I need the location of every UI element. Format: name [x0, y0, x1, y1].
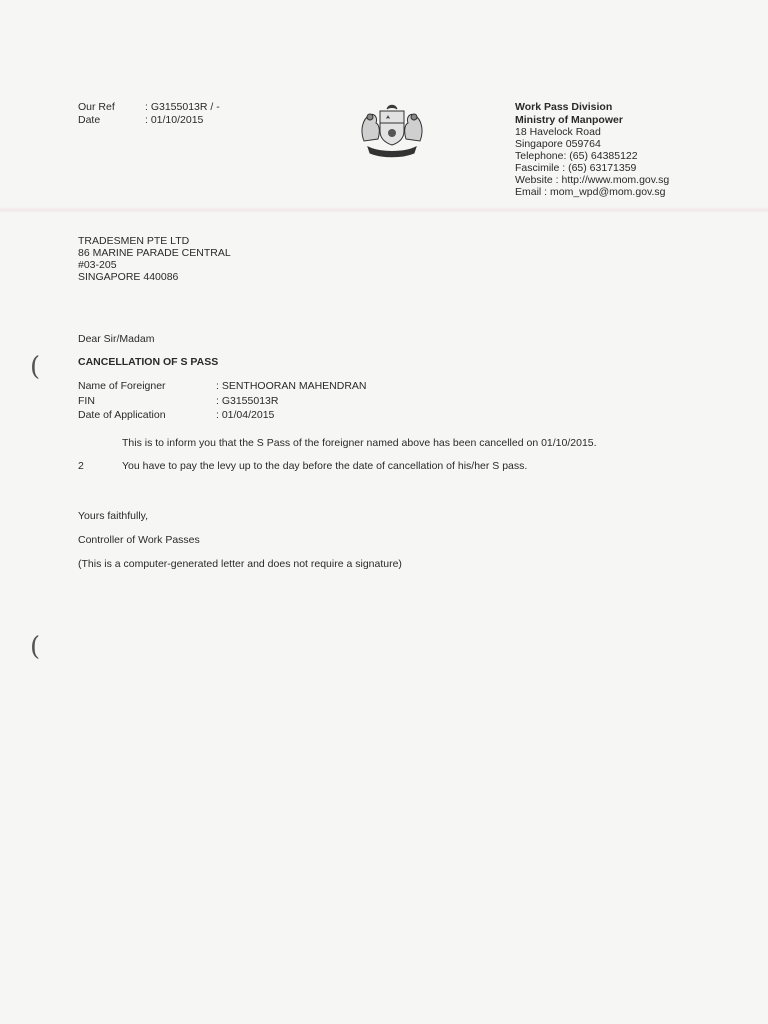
date-value: : 01/10/2015 — [145, 114, 204, 126]
field-label-date-of-application: Date of Application — [78, 409, 166, 421]
paragraph-1: This is to inform you that the S Pass of the foreigner named above has been cancelled on 01/10/2015. — [122, 437, 597, 449]
our-ref-label: Our Ref — [78, 101, 115, 113]
sender-street: 18 Havelock Road — [515, 126, 601, 138]
our-ref-value: : G3155013R / - — [145, 101, 220, 113]
singapore-coat-of-arms-icon — [354, 101, 430, 159]
sender-email[interactable]: Email : mom_wpd@mom.gov.sg — [515, 186, 666, 198]
field-label-name: Name of Foreigner — [78, 380, 166, 392]
sender-telephone: Telephone: (65) 64385122 — [515, 150, 638, 162]
sender-division: Work Pass Division — [515, 101, 613, 113]
closing: Yours faithfully, — [78, 510, 149, 522]
recipient-line-1: TRADESMEN PTE LTD — [78, 235, 190, 247]
field-value-date-of-application: : 01/04/2015 — [216, 409, 275, 421]
field-label-fin: FIN — [78, 395, 95, 407]
punch-hole-mark-icon: ( — [30, 632, 41, 662]
recipient-line-2: 86 MARINE PARADE CENTRAL — [78, 247, 231, 259]
sender-fax: Fascimile : (65) 63171359 — [515, 162, 637, 174]
punch-hole-mark-icon: ( — [30, 352, 41, 382]
paragraph-2-number: 2 — [78, 460, 84, 472]
field-value-name: : SENTHOORAN MAHENDRAN — [216, 380, 367, 392]
recipient-line-4: SINGAPORE 440086 — [78, 271, 179, 283]
paragraph-2: You have to pay the levy up to the day before the date of cancellation of his/her S pass. — [122, 460, 528, 472]
letter-subject: CANCELLATION OF S PASS — [78, 356, 219, 368]
signatory: Controller of Work Passes — [78, 534, 200, 546]
field-value-fin: : G3155013R — [216, 395, 279, 407]
date-label: Date — [78, 114, 101, 126]
sender-city: Singapore 059764 — [515, 138, 601, 150]
recipient-line-3: #03-205 — [78, 259, 117, 271]
scan-artifact-band — [0, 207, 768, 213]
sender-ministry: Ministry of Manpower — [515, 114, 623, 126]
computer-generated-note: (This is a computer-generated letter and does not require a signature) — [78, 558, 402, 570]
salutation: Dear Sir/Madam — [78, 333, 155, 345]
sender-website[interactable]: Website : http://www.mom.gov.sg — [515, 174, 670, 186]
